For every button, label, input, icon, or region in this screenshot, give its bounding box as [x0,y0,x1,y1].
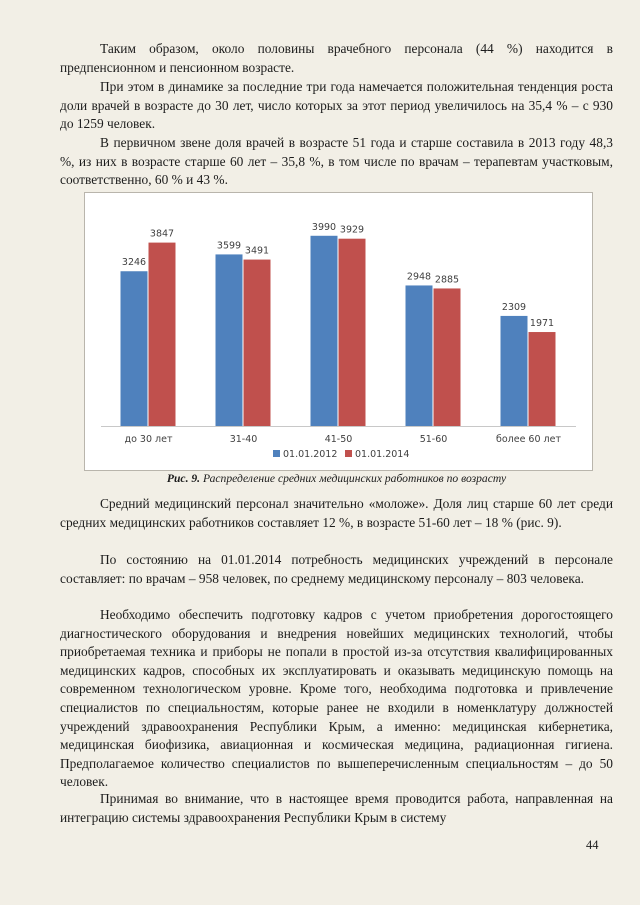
paragraph-4: Средний медицинский персонал значительно «моложе». Доля лиц старше 60 лет среди средних медицинских работников составляет 12 %, в возрасте 51-60 лет – 18 % (рис. 9). [60,496,613,530]
data-label-1-3: 3990 [311,221,337,233]
chart-canvas [85,193,592,470]
bar-1-5 [501,316,528,426]
data-label-1-1: 3246 [121,257,147,269]
data-label-1-2: 3599 [216,240,242,252]
data-label-2-1: 3847 [149,228,175,240]
paragraph-7: Принимая во внимание, что в настоящее время проводится работа, направленная на интеграцию системы здравоохранения Республики Крым в систему [60,791,613,825]
paragraph-5: По состоянию на 01.01.2014 потребность медицинских учреждений в персонале составляет: по врачам – 958 человек, по среднему медицинскому персоналу – 803 человека. [60,552,613,586]
x-tick-label-5: более 60 лет [495,434,562,445]
data-label-2-2: 3491 [244,245,270,257]
bar-1-1 [121,271,148,426]
bar-1-2 [216,254,243,426]
figure-caption-text: Распределение средних медицинских работников по возрасту [202,472,507,485]
page-number: 44 [586,838,599,852]
bar-2-5 [529,332,556,426]
bar-2-2 [244,260,271,426]
legend-label-1: 01.01.2012 [283,449,338,460]
data-label-1-4: 2948 [406,271,432,283]
paragraph-3: В первичном звене доля врачей в возрасте 51 года и старше составила в 2013 году 48,3 %, из них в возрасте старше 60 лет – 35,8 %, в том числе по врачам – терапевтам участковым, соответственно, 60 % и 43 %. [60,135,613,188]
bar-1-4 [406,285,433,426]
x-tick-label-4: 51-60 [419,434,448,445]
age-distribution-chart [84,192,593,471]
x-tick-label-2: 31-40 [229,434,258,445]
data-label-1-5: 2309 [501,301,527,313]
data-label-2-5: 1971 [529,318,555,330]
paragraph-1: Таким образом, около половины врачебного персонала (44 %) находится в предпенсионном и пенсионном возрасте. [60,41,613,75]
legend-swatch-1 [273,450,280,457]
bar-2-4 [434,288,461,426]
legend-swatch-2 [345,450,352,457]
bar-1-3 [311,236,338,426]
paragraph-6: Необходимо обеспечить подготовку кадров с учетом приобретения дорогостоящего диагностического оборудования и внедрения новейших медицинских технологий, чтобы приобретаемая техника и приборы не попали в простой из-за отсутствия квалифицированных медицинских кадров, способных их эксплуатировать и оказывать медицинскую помощь на современном технологическом уровне. Кроме того, необходима подготовка и привлечение специалистов по специальностям, которые ранее не входили в номенклатуру должностей учреждений здравоохранения Республики Крым, а именно: медицинская кибернетика, медицинская биофизика, авиационная и космическая медицина, радиационная гигиена. Предполагаемое количество специалистов по вышеперечисленным специальностям – до 50 человек. [60,607,613,790]
paragraph-2: При этом в динамике за последние три года намечается положительная тенденция роста доли врачей в возрасте до 30 лет, число которых за этот период увеличилось на 35,4 % – с 930 до 1259 человек. [60,79,613,132]
legend-label-2: 01.01.2014 [355,449,410,460]
bar-2-3 [339,239,366,426]
x-tick-label-1: до 30 лет [124,434,173,445]
data-label-2-4: 2885 [434,274,460,286]
data-label-2-3: 3929 [339,224,365,236]
bar-2-1 [149,243,176,426]
figure-caption-label: Рис. 9. [166,472,201,485]
x-tick-label-3: 41-50 [324,434,353,445]
figure-caption [60,472,613,485]
